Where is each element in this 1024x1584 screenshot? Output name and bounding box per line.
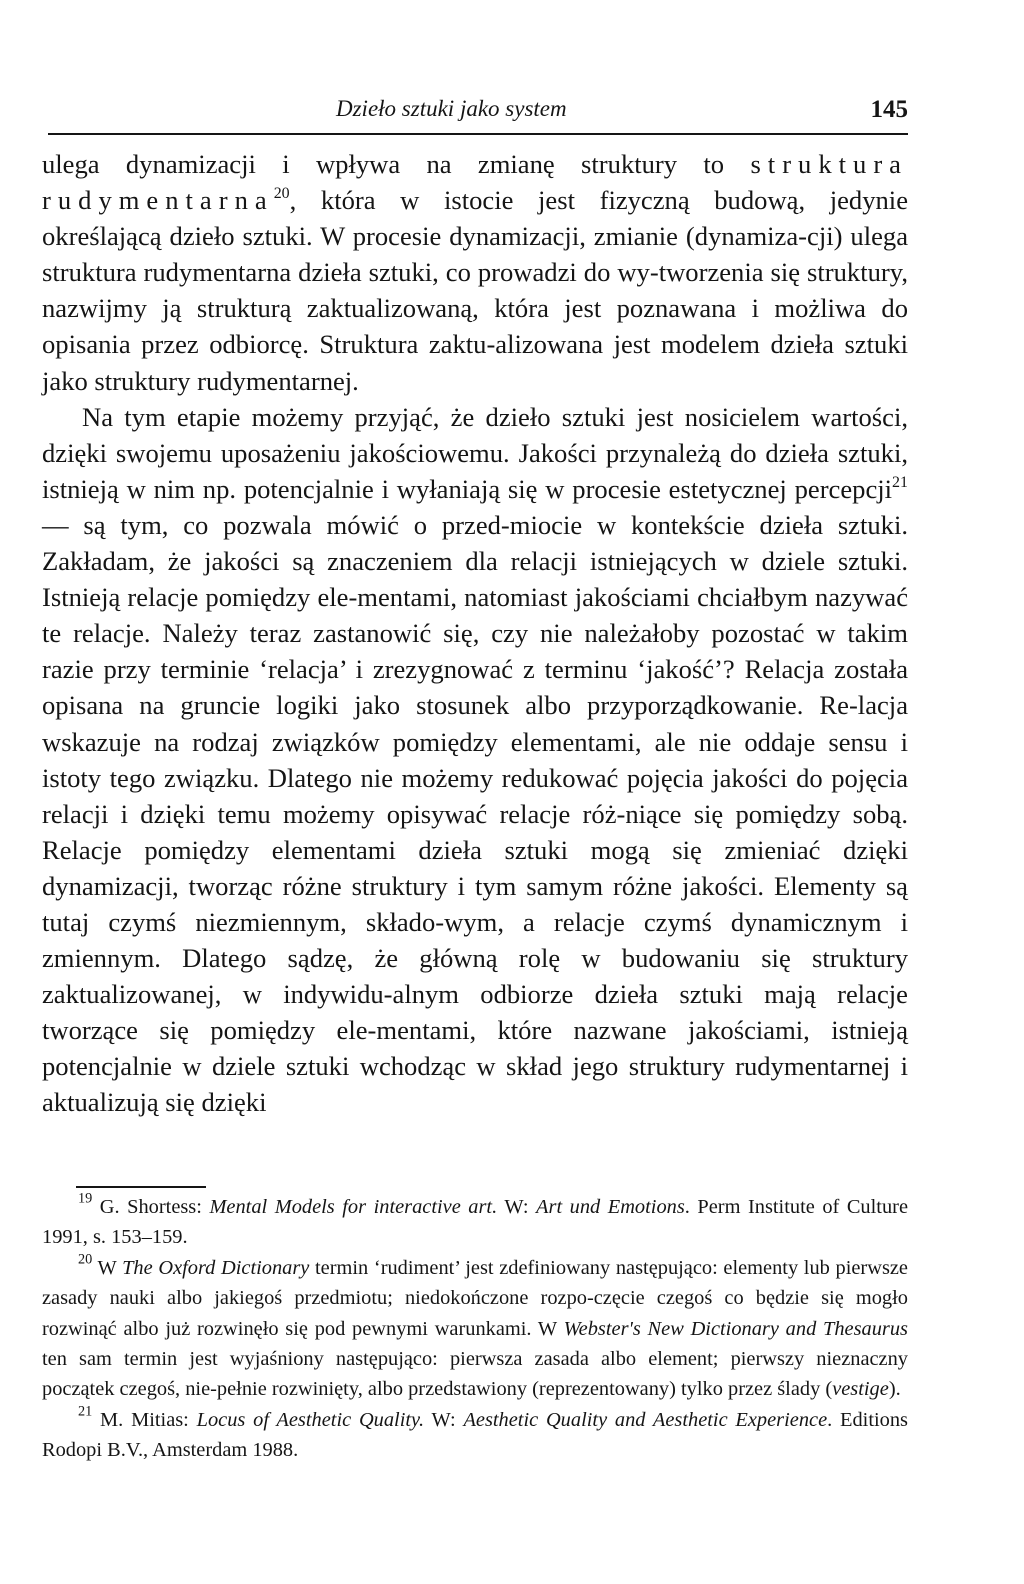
footnote-text: W — [92, 1256, 123, 1279]
footnote-rule — [76, 1186, 206, 1188]
emphasized-term: struktura rudymentarna — [42, 149, 908, 216]
footnote-author: G. Shortess: — [92, 1196, 210, 1218]
paragraph-1-start: ulega dynamizacji i wpływa na zmianę struktury to — [42, 149, 751, 179]
paragraph-1 — [42, 146, 908, 399]
footnote-text: . Editions Rodopi B.V., Amsterdam 1988. — [42, 1408, 908, 1462]
footnote-number: 20 — [78, 1251, 93, 1268]
main-text — [42, 146, 908, 1121]
footnote-text: termin ‘rudiment’ jest zdefiniowany następująco: elementy lub pierwsze zasady nauki albo jakiegoś przedmiotu; niedokończone rozpo-częcie czegoś co będzie się mogło rozwinąć albo już rozwinęło się pod pewnymi warunkami. W — [42, 1256, 908, 1340]
footnote-author: M. Mitias: — [92, 1408, 197, 1431]
footnote-title: Mental Models for interactive art. — [209, 1196, 498, 1218]
paragraph-2-start: Na tym etapie możemy przyjąć, że dzieło sztuki jest nosicielem wartości, dzięki swojemu uposażeniu jakościowemu. Jakości przynależą do dzieła sztuki, istnieją w nim np. potencjalnie i wyłaniają się w procesie estetycznej percepcji — [42, 401, 908, 504]
footnotes — [42, 1192, 908, 1466]
footnote-19 — [42, 1192, 908, 1253]
header-rule — [48, 133, 908, 135]
footnote-source: Aesthetic Quality and Aesthetic Experience — [463, 1408, 828, 1431]
footnote-text: ten sam termin jest wyjaśniony następująco: pierwsza zasada albo element; pierwszy nieznaczny początek czegoś, nie-pełnie rozwinięty, albo przedstawiony (reprezentowany) tylko przez ślady ( — [42, 1348, 908, 1401]
footnote-number: 21 — [78, 1403, 93, 1420]
footnote-21 — [42, 1405, 908, 1466]
page-number: 145 — [870, 96, 908, 123]
footnote-title: Webster's New Dictionary and Thesaurus — [563, 1317, 908, 1340]
footnote-ref-20: 20 — [273, 184, 290, 202]
footnote-text: W: — [424, 1408, 464, 1431]
footnote-term: vestige — [832, 1378, 889, 1401]
footnote-title: The Oxford Dictionary — [122, 1256, 310, 1279]
paragraph-1-rest: , która w istocie jest fizyczną budową, jedynie określającą dzieło sztuki. W procesie dynamizacji, zmianie (dynamiza-cji) ulega struktura rudymentarna dzieła sztuki, co prowadzi do wy-tworzenia się struktury, nazwijmy ją strukturą zaktualizowaną, która jest poznawana i możliwa do opisania przez odbiorcę. Struktura zaktu-alizowana jest modelem dzieła sztuki jako struktury rudymentarnej. — [42, 185, 908, 396]
footnote-number: 19 — [78, 1190, 93, 1207]
footnote-source: Art und Emotions — [536, 1196, 685, 1218]
footnote-20 — [42, 1253, 908, 1405]
footnote-text: . Perm Institute of Culture 1991, s. 153–159. — [42, 1196, 908, 1249]
footnote-text: W: — [497, 1196, 537, 1218]
running-header — [42, 96, 908, 136]
book-page — [42, 0, 908, 1584]
footnote-ref-21: 21 — [892, 473, 908, 491]
paragraph-2-rest: — są tym, co pozwala mówić o przed-miocie w kontekście dzieła sztuki. Zakładam, że jakości są znaczeniem dla relacji istniejących w dziele sztuki. Istnieją relacje pomiędzy ele-mentami, natomiast jakościami chciałbym nazywać te relacje. Należy teraz zastanowić się, czy nie należałoby pozostać w takim razie przy terminie ‘relacja’ i zrezygnować z terminu ‘jakość’? Relacja została opisana na gruncie logiki jako stosunek albo przyporządkowanie. Re-lacja wskazuje na rodzaj związków pomiędzy elementami, ale nie oddaje sensu i istoty tego związku. Dlatego nie możemy redukować pojęcia jakości do pojęcia relacji i dzięki temu możemy opisywać relacje róż-niące się pomiędzy sobą. Relacje pomiędzy elementami dzieła sztuki mogą się zmieniać dzięki dynamizacji, tworząc różne struktury i tym samym różne jakości. Elementy są tutaj czymś niezmiennym, składo-wym, a relacje czymś dynamicznym i zmiennym. Dlatego sądzę, że główną rolę w budowaniu się struktury zaktualizowanej, w indywidu-alnym odbiorze dzieła sztuki mają relacje tworzące się pomiędzy ele-mentami, które nazwane jakościami, istnieją potencjalnie w dziele sztuki wchodząc w skład jego struktury rudymentarnej i aktualizują się dzięki — [42, 509, 908, 1118]
paragraph-2 — [42, 399, 908, 1121]
footnote-title: Locus of Aesthetic Quality. — [196, 1408, 425, 1431]
running-title: Dzieło sztuki jako system — [336, 96, 567, 121]
footnote-text: ). — [888, 1378, 901, 1401]
